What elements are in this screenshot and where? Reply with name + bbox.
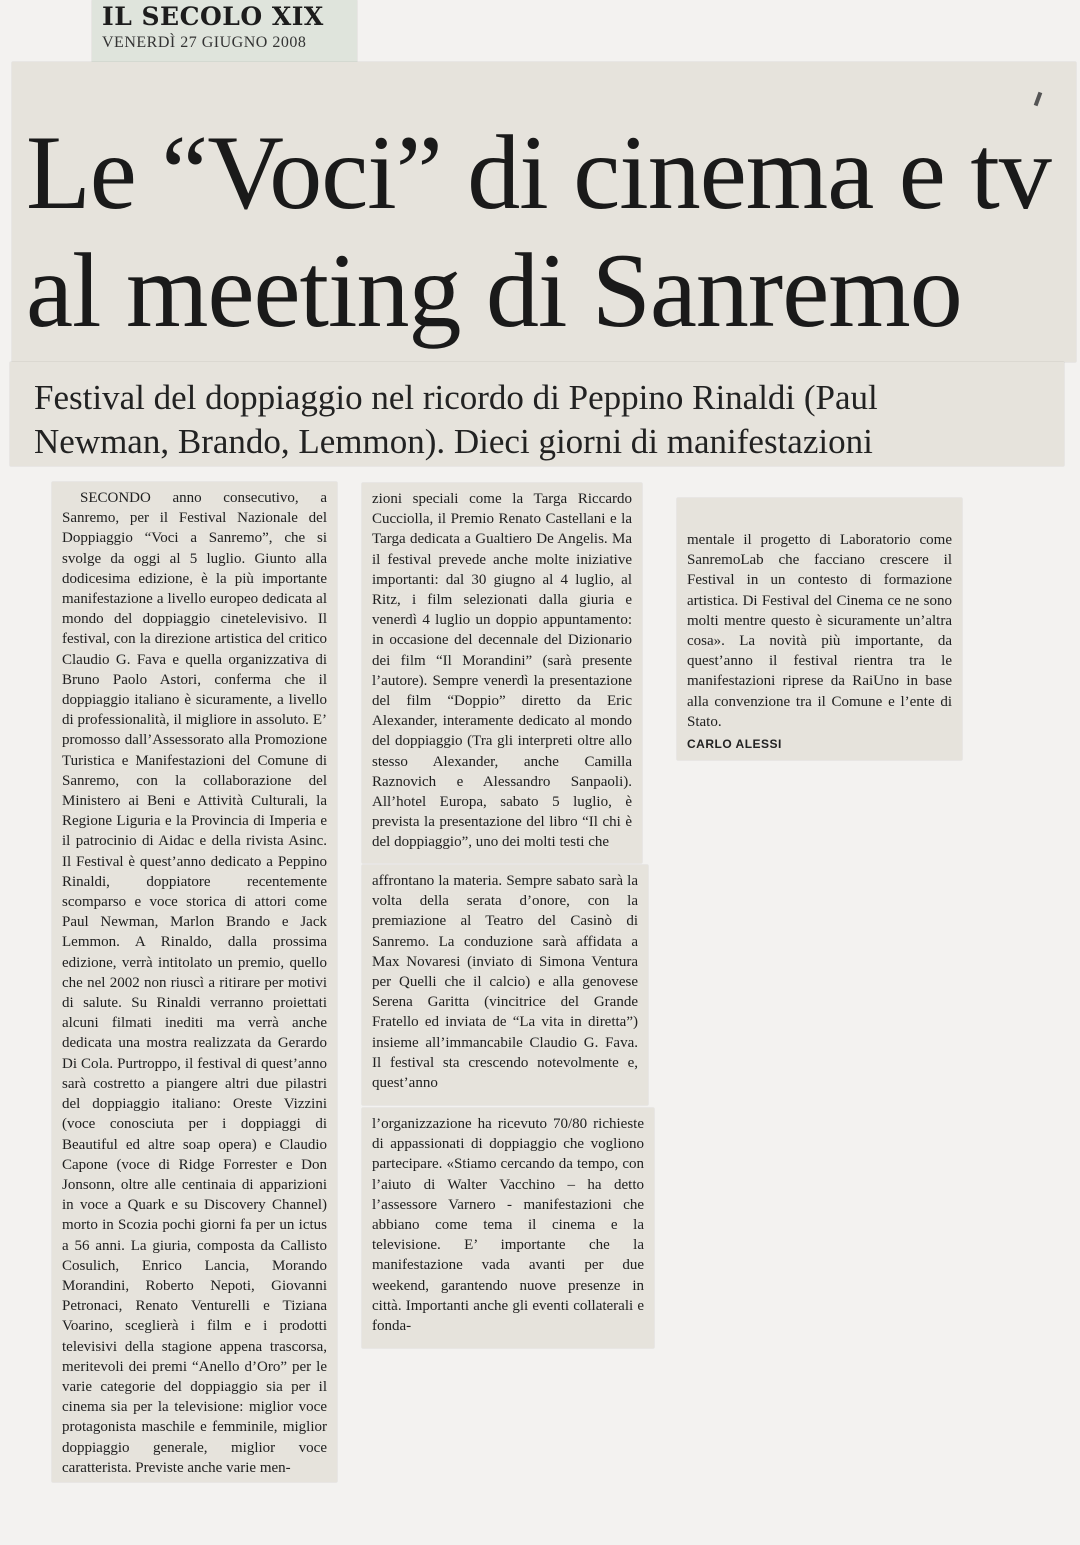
article-column-2-part-1 [362, 483, 642, 863]
newspaper-name: IL SECOLO XIX [102, 2, 324, 31]
subheadline-line-1: Festival del doppiaggio nel ricordo di Peppino Rinaldi (Paul [34, 378, 878, 417]
subheadline-line-2: Newman, Brando, Lemmon). Dieci giorni di manifestazioni [34, 422, 873, 461]
subheadline-clipping [10, 362, 1064, 466]
subheadline [34, 376, 878, 464]
issue-date: VENERDÌ 27 GIUGNO 2008 [102, 34, 307, 51]
column-2a-text: zioni speciali come la Targa Riccardo Cucciolla, il Premio Renato Castellani e la Targa dedicata a Gualtiero De Angelis. Ma il festival prevede anche molte iniziative importanti: dal 30 giugno al 4 luglio, al Ritz, i film selezionati dalla giuria e venerdì 4 luglio un doppio appuntamento: in occasione del decennale del Dizionario dei film “Il Morandini” (sarà presente l’autore). Sempre venerdì la presentazione del film “Doppio” diretto da Eric Alexander, interamente dedicato al mondo del doppiaggio (Tra gli interpreti oltre allo stesso Alexander, anche Camilla Raznovich e Alessandro Sanpaoli). All’hotel Europa, sabato 5 luglio, è prevista la presentazione del libro “Il chi è del doppiaggio”, uno dei molti testi che [372, 491, 632, 851]
article-column-2-part-3 [362, 1108, 654, 1348]
column-3-text: mentale il progetto di Laboratorio come SanremoLab che facciano crescere il Festival in un contesto di formazione artistica. Di Festival del Cinema ce ne sono molti mentre questo è sicuramente un’altra cosa». La novità più importante, da quest’anno il festival rientra tra le manifestazioni riprese da RaiUno in base alla convenzione tra il Comune e l’ente di Stato. [687, 532, 952, 730]
headline-clipping [12, 62, 1076, 362]
article-column-1 [52, 482, 337, 1482]
headline [26, 114, 1051, 350]
byline: CARLO ALESSI [687, 737, 782, 752]
article-column-2-part-2 [362, 865, 648, 1105]
column-1-text: SECONDO anno consecutivo, a Sanremo, per il Festival Nazionale del Doppiaggio “Voci a Sanremo”, che si svolge da oggi al 5 luglio. Giunto alla dodicesima edizione, è la più importante manifestazione a livello europeo dedicata al mondo del doppiaggio cinetelevisivo. Il festival, con la direzione artistica del critico Claudio G. Fava e quella organizzativa di Bruno Paolo Astori, conferma che il doppiaggio italiano è sicuramente, a livello di professionalità, il migliore in assoluto. E’ promosso dall’Assessorato alla Promozione Turistica e Manifestazioni del Comune di Sanremo, con la collaborazione del Ministero ai Beni e Attività Culturali, la Regione Liguria e la Provincia di Imperia e il patrocinio di Aidac e della rivista Asinc. Il Festival è quest’anno dedicato a Peppino Rinaldi, doppiatore recentemente scomparso e voce storica di attori come Paul Newman, Marlon Brando e Jack Lemmon. A Rinaldo, dalla prossima edizione, verrà intitolato un premio, quello che nel 2002 non riuscì a ritirare per motivi di salute. Su Rinaldi verranno proiettati alcuni filmati inediti ma verrà anche dedicata una mostra realizzata da Gerardo Di Cola. Purtroppo, il festival di quest’anno sarà costretto a piangere altri due pilastri del doppiaggio italiano: Oreste Vizzini (voce conosciuta per i doppiaggi di Beautiful ed altre soap opera) e Claudio Capone (voce di Ridge Forrester e Don Jonsonn, oltre alle centinaia di apparizioni in voce a Quark e su Discovery Channel) morto in Scozia pochi giorni fa per un ictus a 56 anni. La giuria, composta da Callisto Cosulich, Enrico Lancia, Morando Morandini, Roberto Nepoti, Giovanni Petronaci, Renato Venturelli e Tiziana Voarino, sceglierà i film e i prodotti televisivi della stagione appena trascorsa, meritevoli dei premi “Anello d’Oro” per le varie categorie del doppiaggio sia per il cinema sia per la televisione: miglior voce protagonista maschile e femminile, miglior doppiaggio generale, miglior voce caratterista. Previste anche varie men- [62, 490, 327, 1476]
headline-line-2: al meeting di Sanremo [26, 232, 962, 349]
article-column-3 [677, 498, 962, 760]
column-2c-text: l’organizzazione ha ricevuto 70/80 richieste di appassionati di doppiaggio che vogliono partecipare. «Stiamo cercando da tempo, con l’aiuto di Walter Vacchino – ha detto l’assessore Varnero - manifestazioni che abbiano come tema il cinema e la televisione. E’ importante che la manifestazione vada avanti per due weekend, garantendo nuove presenze in città. Importanti anche gli eventi collaterali e fonda- [372, 1116, 644, 1335]
masthead [92, 0, 357, 62]
column-2b-text: affrontano la materia. Sempre sabato sarà la volta della serata d’onore, con la premiazione al Teatro del Casinò di Sanremo. La conduzione sarà affidata a Max Novaresi (inviato di Simona Ventura per Quelli che il calcio) e alla genovese Serena Garitta (vincitrice del Grande Fratello ed inviata de “La vita in diretta”) insieme all’immancabile Claudio G. Fava. Il festival sta crescendo notevolmente e, quest’anno [372, 873, 638, 1092]
headline-line-1: Le “Voci” di cinema e tv [26, 114, 1051, 231]
